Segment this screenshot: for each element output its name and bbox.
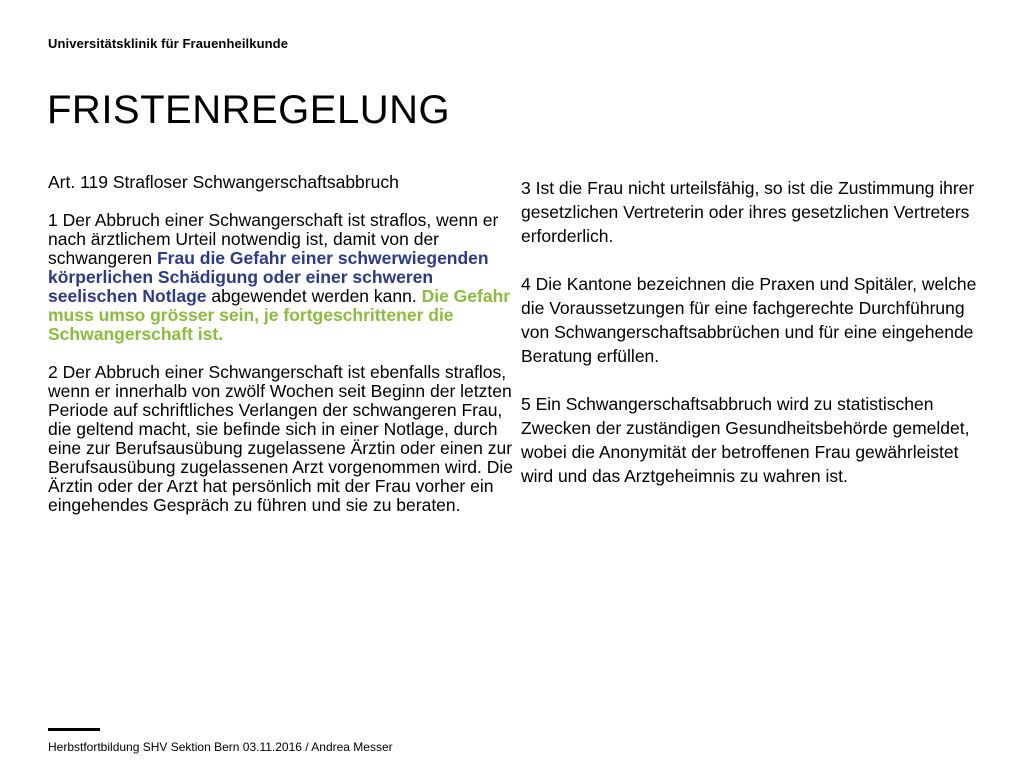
paragraph-1-text: 1 Der Abbruch einer Schwangerschaft ist straflos, wenn er nach ärztlichem Urteil notwendig ist, damit von der schwangeren bbox=[48, 210, 499, 268]
paragraph-1 bbox=[48, 211, 518, 344]
paragraph-2: 2 Der Abbruch einer Schwangerschaft ist ebenfalls straflos, wenn er innerhalb von zwölf Wochen seit Beginn der letzten Periode auf schriftliches Verlangen der schwangeren Frau, die geltend macht, sie befinde sich in einer Notlage, durch eine zur Berufsausübung zugelassene Ärztin oder einen zur Berufsausübung zugelassenen Arzt vorgenommen wird. Die Ärztin oder der Arzt hat persönlich mit der Frau vorher ein eingehendes Gespräch zu führen und sie zu beraten. bbox=[48, 362, 513, 515]
left-column bbox=[48, 173, 518, 515]
article-heading: Art. 119 Strafloser Schwangerschaftsabbruch bbox=[48, 172, 399, 192]
footer-divider bbox=[48, 728, 100, 731]
paragraph-1-highlight-blue: Frau die Gefahr einer schwerwiegenden körperlichen Schädigung oder einer schweren seelischen Notlage bbox=[48, 248, 489, 306]
paragraph-3: 3 Ist die Frau nicht urteilsfähig, so ist die Zustimmung ihrer gesetzlichen Vertreterin oder ihres gesetzlichen Vertreters erforderlich. bbox=[521, 178, 975, 246]
paragraph-1-dot: . bbox=[411, 286, 422, 306]
institution-header: Universitätsklinik für Frauenheilkunde bbox=[48, 36, 289, 51]
slide-title: FRISTENREGELUNG bbox=[47, 88, 451, 132]
right-column bbox=[521, 176, 991, 488]
paragraph-4: 4 Die Kantone bezeichnen die Praxen und Spitäler, welche die Voraussetzungen für eine fachgerechte Durchführung von Schwangerschaftsabbrüchen und für eine eingehende Beratung erfüllen. bbox=[521, 274, 977, 366]
footer-text: Herbstfortbildung SHV Sektion Bern 03.11.2016 / Andrea Messer bbox=[48, 740, 393, 754]
paragraph-1-text-after: abgewendet werden kann bbox=[206, 286, 412, 306]
paragraph-5: 5 Ein Schwangerschaftsabbruch wird zu statistischen Zwecken der zuständigen Gesundheitsbehörde gemeldet, wobei die Anonymität der betroffenen Frau gewährleistet wird und das Arztgeheimnis zu wahren ist. bbox=[521, 394, 970, 486]
paragraph-1-highlight-green: Die Gefahr muss umso grösser sein, je fortgeschrittener die Schwangerschaft ist. bbox=[48, 286, 511, 344]
